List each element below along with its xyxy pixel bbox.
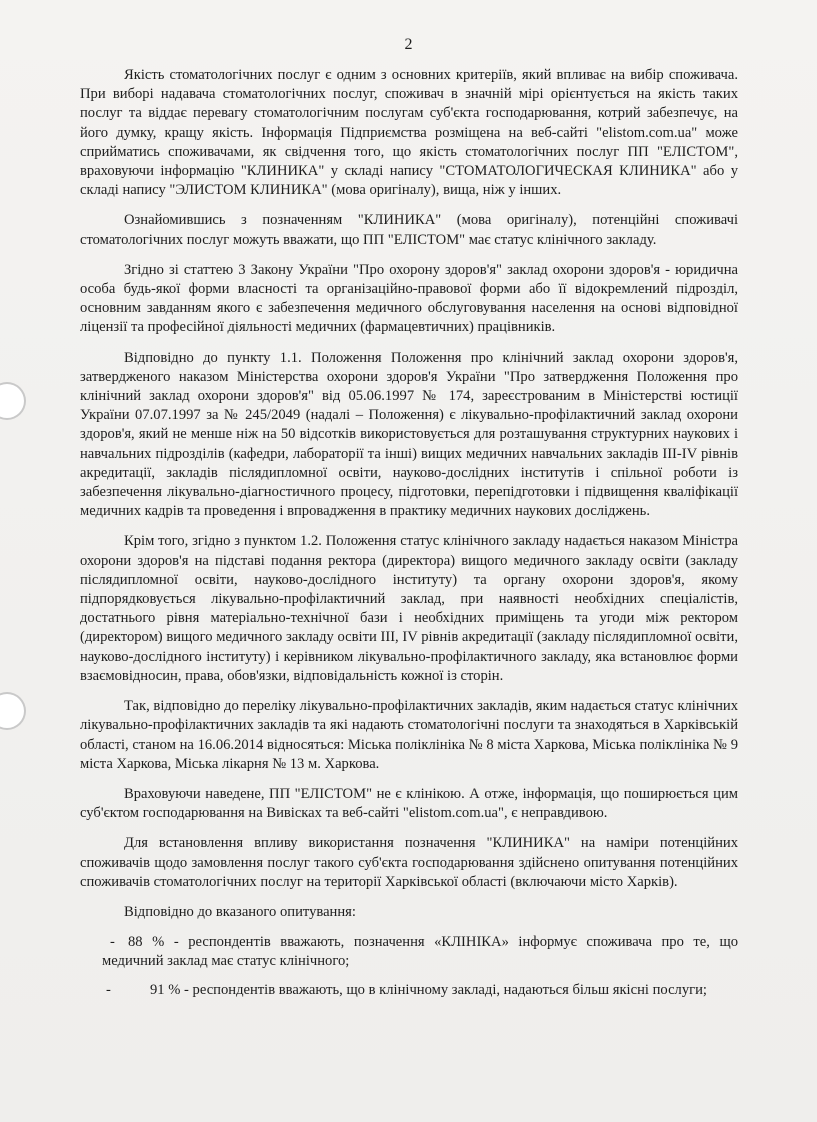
paragraph: Якість стоматологічних послуг є одним з основних критеріїв, який впливає на вибір споживача. При виборі надавача стоматологічних послуг, споживач в значній мірі орієнтується на якість таких послуг та віддає перевагу стоматологічним послугам суб'єкта господарювання, котрий забезпечує, на його думку, кращу якість. Інформація Підприємства розміщена на веб-сайті "elistom.com.ua" може сприйматись споживачами, як свідчення того, що якість стоматологічних послуг ПП "ЕЛІСТОМ", враховуючи інформацію "КЛИНИКА" у складі напису "СТОМАТОЛОГИЧЕСКАЯ КЛИНИКА" або у складі напису "ЭЛИСТОМ КЛИНИКА" (мова оригіналу), вища, ніж у інших. [80, 67, 738, 199]
paragraph: Відповідно до пункту 1.1. Положення Положення про клінічний заклад охорони здоров'я, затвердженого наказом Міністерства охорони здоров'я України "Про затвердження Положення про клінічний заклад охорони здоров'я" від 05.06.1997 № 174, зареєстрованим в Міністерстві юстиції України 07.07.1997 за № 245/2049 (надалі – Положення) є лікувально-профілактичний заклад охорони здоров'я, який не менше ніж на 50 відсотків використовується для розташування структурних наукових і навчальних підрозділів (кафедри, лабораторії та інші) вищих медичних навчальних закладів III-IV рівнів акредитації, закладів післядипломної освіти, науково-дослідних інститутів і спільної роботи із забезпечення лікувально-діагностичного процесу, підготовки, перепідготовки і підвищення кваліфікації медичних кадрів та проведення і впровадження в практику медичних наукових досліджень. [80, 349, 738, 520]
paragraph: Згідно зі статтею 3 Закону України "Про охорону здоров'я" заклад охорони здоров'я - юридична особа будь-якої форми власності та організаційно-правової форми або її відокремлений підрозділ, основним завданням якого є забезпечення медичного обслуговування населення на основі відповідної ліцензії та професійної діяльності медичних (фармацевтичних) працівників. [80, 261, 738, 336]
paragraph: Так, відповідно до переліку лікувально-профілактичних закладів, яким надається статус клінічних лікувально-профілактичних закладів та які надають стоматологічні послуги та знаходяться в Харківській області, станом на 16.06.2014 відносяться: Міська поліклініка № 8 міста Харкова, Міська поліклініка № 9 міста Харкова, Міська лікарня № 13 м. Харкова. [80, 698, 738, 772]
document-body [80, 66, 738, 1009]
list-bullet: - [106, 981, 111, 998]
list-bullet: - [110, 934, 115, 951]
page-number: 2 [404, 36, 413, 53]
paragraph: Ознайомившись з позначенням "КЛИНИКА" (мова оригіналу), потенційні споживачі стоматологічних послуг можуть вважати, що ПП "ЕЛІСТОМ" має статус клінічного закладу. [80, 212, 738, 248]
paragraph: Крім того, згідно з пунктом 1.2. Положення статус клінічного закладу надається наказом Міністра охорони здоров'я на підставі подання ректора (директора) вищого медичного закладу освіти (закладу післядипломної освіти, науково-дослідного інституту) та органу охорони здоров'я, якому підпорядковується лікувально-профілактичний заклад, при наявності необхідних спеціалістів, достатнього рівня матеріально-технічної бази і необхідних приміщень та угоди між ректором (директором) вищого медичного закладу освіти III, IV рівнів акредитації (закладу післядипломної освіти, науково-дослідного інституту) і керівником лікувально-профілактичного закладу, яка встановлює форми взаємовідносин, права, обов'язки, відповідальність кожної із сторін. [80, 533, 738, 684]
paragraph: Для встановлення впливу використання позначення "КЛИНИКА" на наміри потенційних споживачів щодо замовлення послуг такого суб'єкта господарювання здійснено опитування потенційних споживачів стоматологічних послуг на території Харківської області (включаючи місто Харків). [80, 835, 738, 890]
paragraph: Враховуючи наведене, ПП "ЕЛІСТОМ" не є клінікою. А отже, інформація, що поширюється цим суб'єктом господарювання на Вивісках та веб-сайті "elistom.com.ua", є неправдивою. [80, 785, 738, 822]
punch-hole [0, 382, 26, 420]
paragraph: Відповідно до вказаного опитування: [124, 903, 356, 920]
punch-hole [0, 692, 26, 730]
list-item [80, 981, 738, 1000]
list-item-text: 88 % - респондентів вважають, позначення «КЛІНІКА» інформує споживача про те, що медичний заклад має статус клінічного; [102, 934, 738, 970]
list-item [80, 933, 738, 971]
list-item-text: 91 % - респондентів вважають, що в клінічному закладі, надаються більш якісні послуги; [150, 981, 707, 998]
